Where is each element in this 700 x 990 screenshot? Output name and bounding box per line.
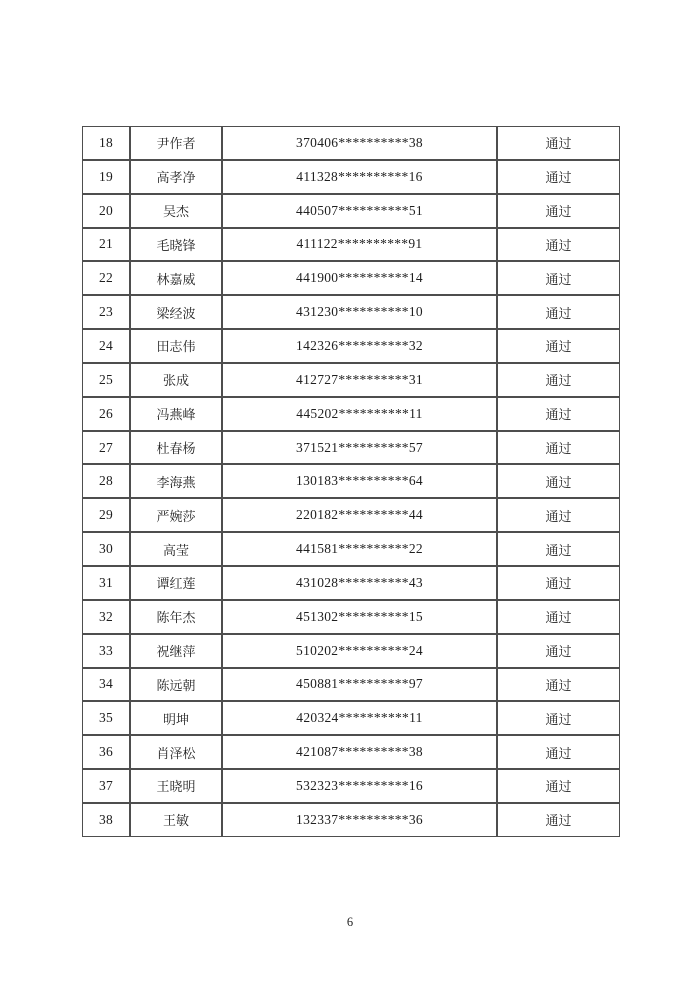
cell-name: 明坤 bbox=[130, 701, 222, 735]
cell-name: 林嘉威 bbox=[130, 261, 222, 295]
cell-row-number: 33 bbox=[82, 634, 130, 668]
cell-id-number: 411122**********91 bbox=[222, 228, 497, 262]
cell-name: 吴杰 bbox=[130, 194, 222, 228]
cell-status: 通过 bbox=[497, 532, 620, 566]
cell-name: 谭红莲 bbox=[130, 566, 222, 600]
cell-status: 通过 bbox=[497, 803, 620, 837]
roster-table bbox=[82, 126, 620, 837]
cell-id-number: 142326**********32 bbox=[222, 329, 497, 363]
table-row bbox=[82, 668, 620, 702]
cell-row-number: 21 bbox=[82, 228, 130, 262]
table-row bbox=[82, 532, 620, 566]
cell-status: 通过 bbox=[497, 126, 620, 160]
table-row bbox=[82, 735, 620, 769]
cell-id-number: 130183**********64 bbox=[222, 464, 497, 498]
cell-id-number: 220182**********44 bbox=[222, 498, 497, 532]
cell-status: 通过 bbox=[497, 431, 620, 465]
cell-id-number: 445202**********11 bbox=[222, 397, 497, 431]
table-row bbox=[82, 295, 620, 329]
table-row bbox=[82, 600, 620, 634]
cell-name: 祝继萍 bbox=[130, 634, 222, 668]
cell-id-number: 132337**********36 bbox=[222, 803, 497, 837]
cell-name: 梁经波 bbox=[130, 295, 222, 329]
cell-name: 陈远朝 bbox=[130, 668, 222, 702]
cell-name: 冯燕峰 bbox=[130, 397, 222, 431]
table-row bbox=[82, 769, 620, 803]
table-row bbox=[82, 431, 620, 465]
cell-id-number: 451302**********15 bbox=[222, 600, 497, 634]
cell-row-number: 28 bbox=[82, 464, 130, 498]
table-row bbox=[82, 363, 620, 397]
cell-status: 通过 bbox=[497, 566, 620, 600]
table-row bbox=[82, 160, 620, 194]
table-row bbox=[82, 566, 620, 600]
table-row bbox=[82, 464, 620, 498]
cell-status: 通过 bbox=[497, 194, 620, 228]
cell-status: 通过 bbox=[497, 160, 620, 194]
cell-status: 通过 bbox=[497, 498, 620, 532]
table-row bbox=[82, 194, 620, 228]
cell-id-number: 431028**********43 bbox=[222, 566, 497, 600]
cell-status: 通过 bbox=[497, 634, 620, 668]
cell-row-number: 32 bbox=[82, 600, 130, 634]
table-row bbox=[82, 397, 620, 431]
table-row bbox=[82, 228, 620, 262]
table-row bbox=[82, 701, 620, 735]
cell-row-number: 24 bbox=[82, 329, 130, 363]
cell-id-number: 441581**********22 bbox=[222, 532, 497, 566]
cell-id-number: 371521**********57 bbox=[222, 431, 497, 465]
cell-status: 通过 bbox=[497, 769, 620, 803]
cell-name: 王晓明 bbox=[130, 769, 222, 803]
cell-name: 肖泽松 bbox=[130, 735, 222, 769]
page-number: 6 bbox=[346, 915, 354, 929]
cell-row-number: 30 bbox=[82, 532, 130, 566]
cell-row-number: 26 bbox=[82, 397, 130, 431]
cell-status: 通过 bbox=[497, 363, 620, 397]
cell-id-number: 441900**********14 bbox=[222, 261, 497, 295]
cell-name: 李海燕 bbox=[130, 464, 222, 498]
cell-row-number: 18 bbox=[82, 126, 130, 160]
cell-row-number: 36 bbox=[82, 735, 130, 769]
cell-status: 通过 bbox=[497, 228, 620, 262]
cell-row-number: 23 bbox=[82, 295, 130, 329]
cell-name: 田志伟 bbox=[130, 329, 222, 363]
cell-status: 通过 bbox=[497, 295, 620, 329]
cell-row-number: 29 bbox=[82, 498, 130, 532]
cell-name: 毛晓锋 bbox=[130, 228, 222, 262]
cell-id-number: 431230**********10 bbox=[222, 295, 497, 329]
cell-status: 通过 bbox=[497, 397, 620, 431]
cell-status: 通过 bbox=[497, 464, 620, 498]
cell-status: 通过 bbox=[497, 735, 620, 769]
cell-name: 张成 bbox=[130, 363, 222, 397]
cell-row-number: 25 bbox=[82, 363, 130, 397]
cell-name: 陈年杰 bbox=[130, 600, 222, 634]
cell-name: 高莹 bbox=[130, 532, 222, 566]
cell-name: 严婉莎 bbox=[130, 498, 222, 532]
cell-name: 高孝净 bbox=[130, 160, 222, 194]
cell-id-number: 450881**********97 bbox=[222, 668, 497, 702]
table-row bbox=[82, 126, 620, 160]
cell-row-number: 27 bbox=[82, 431, 130, 465]
cell-row-number: 38 bbox=[82, 803, 130, 837]
cell-row-number: 35 bbox=[82, 701, 130, 735]
cell-row-number: 22 bbox=[82, 261, 130, 295]
cell-status: 通过 bbox=[497, 329, 620, 363]
cell-status: 通过 bbox=[497, 668, 620, 702]
cell-id-number: 532323**********16 bbox=[222, 769, 497, 803]
cell-id-number: 421087**********38 bbox=[222, 735, 497, 769]
cell-name: 杜春杨 bbox=[130, 431, 222, 465]
cell-id-number: 440507**********51 bbox=[222, 194, 497, 228]
cell-row-number: 31 bbox=[82, 566, 130, 600]
cell-status: 通过 bbox=[497, 600, 620, 634]
cell-id-number: 412727**********31 bbox=[222, 363, 497, 397]
cell-status: 通过 bbox=[497, 701, 620, 735]
roster-table-body bbox=[82, 126, 620, 837]
cell-row-number: 34 bbox=[82, 668, 130, 702]
cell-name: 王敏 bbox=[130, 803, 222, 837]
cell-name: 尹作者 bbox=[130, 126, 222, 160]
cell-id-number: 420324**********11 bbox=[222, 701, 497, 735]
cell-id-number: 411328**********16 bbox=[222, 160, 497, 194]
table-row bbox=[82, 261, 620, 295]
cell-row-number: 37 bbox=[82, 769, 130, 803]
cell-id-number: 510202**********24 bbox=[222, 634, 497, 668]
cell-row-number: 19 bbox=[82, 160, 130, 194]
table-row bbox=[82, 803, 620, 837]
cell-row-number: 20 bbox=[82, 194, 130, 228]
table-row bbox=[82, 329, 620, 363]
table-row bbox=[82, 498, 620, 532]
table-row bbox=[82, 634, 620, 668]
cell-id-number: 370406**********38 bbox=[222, 126, 497, 160]
cell-status: 通过 bbox=[497, 261, 620, 295]
